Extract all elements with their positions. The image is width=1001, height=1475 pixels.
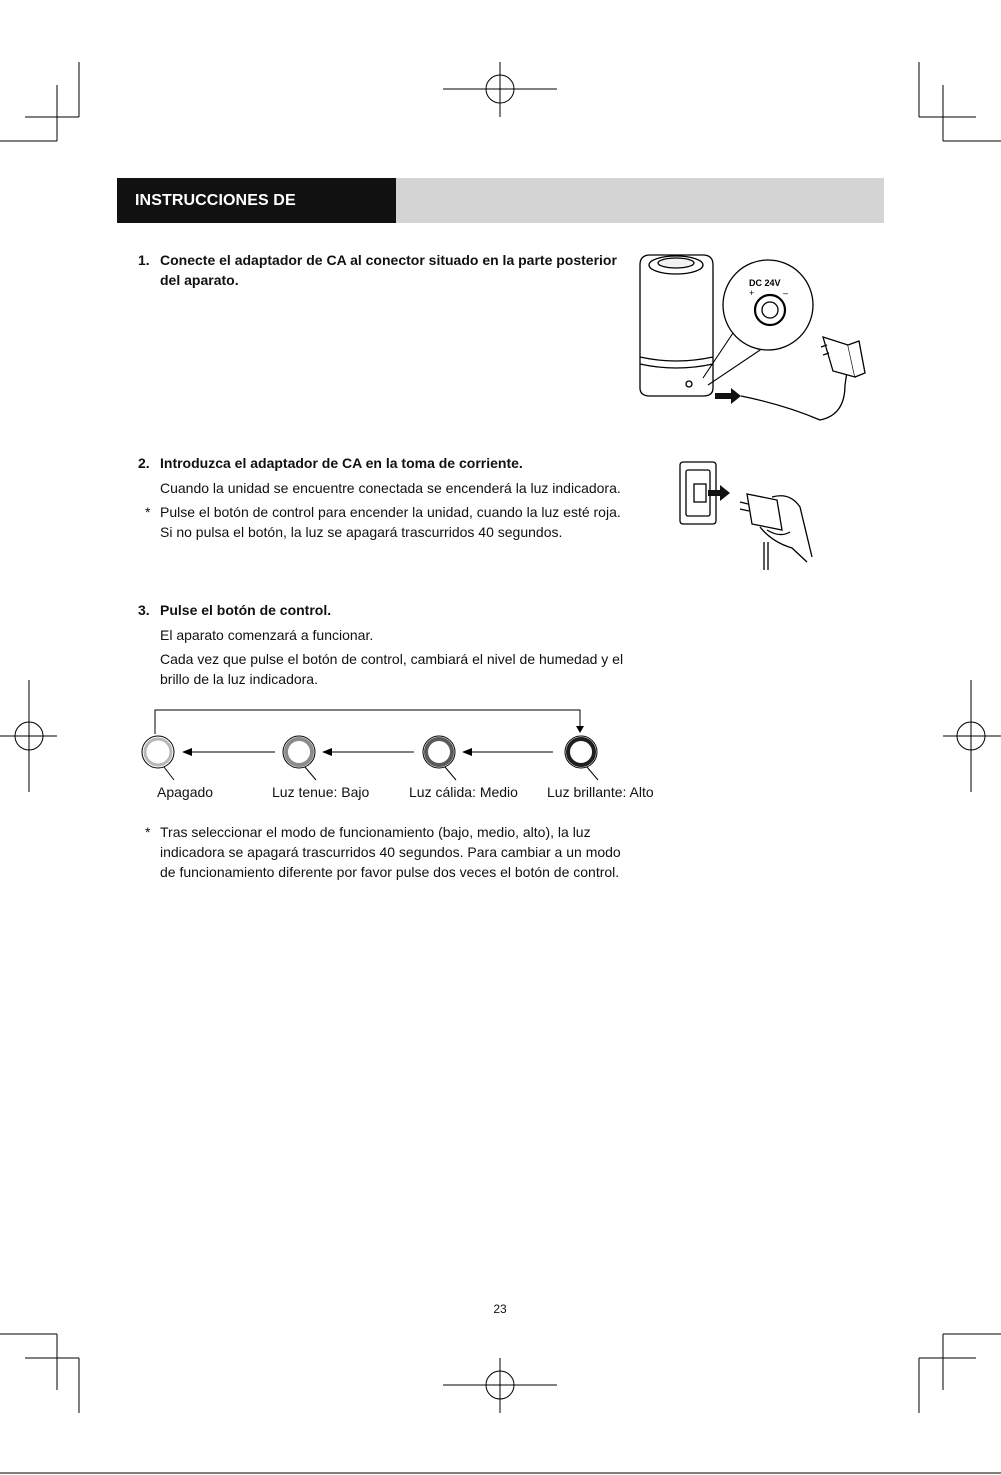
page-number: 23 xyxy=(493,1302,507,1316)
registration-mark-left xyxy=(0,680,57,792)
registration-mark-right xyxy=(943,680,1001,792)
polarity-plus: + xyxy=(749,288,755,298)
polarity-minus: – xyxy=(783,288,789,298)
step-3-note-mark: * xyxy=(145,824,151,840)
step-3-text: El aparato comenzará a funcionar. xyxy=(160,627,374,643)
step-2-number: 2. xyxy=(138,455,150,471)
level-label-high: Luz brillante: Alto xyxy=(547,784,654,800)
insert-arrow-icon xyxy=(715,388,741,404)
registration-mark-bottom xyxy=(443,1358,557,1413)
step-2-note: Pulse el botón de control para encender la unidad, cuando la luz esté roja. Si no pulsa el botón, la luz se apagará trascurridos 40 segundos. xyxy=(160,504,621,540)
step-3-number: 3. xyxy=(138,602,150,618)
step-2-title: Introduzca el adaptador de CA en la toma de corriente. xyxy=(160,455,523,471)
step-1-title: Conecte el adaptador de CA al conector situado en la parte posterior del aparato. xyxy=(160,252,617,288)
step-1-number: 1. xyxy=(138,252,150,268)
level-label-medium: Luz cálida: Medio xyxy=(409,784,518,800)
arrow-left-icon xyxy=(462,748,472,756)
arrow-left-icon xyxy=(322,748,332,756)
step-2-text: Cuando la unidad se encuentre conectada se encenderá la luz indicadora. xyxy=(160,480,621,496)
step-2-note-mark: * xyxy=(145,504,151,520)
step-3-note: Tras seleccionar el modo de funcionamiento (bajo, medio, alto), la luz indicadora se apagará trascurridos 40 segundos. Para cambiar a un modo de funcionamiento diferente por favor pulse dos veces el botón de control. xyxy=(160,824,621,880)
step-3-text-2: Cada vez que pulse el botón de control, cambiará el nivel de humedad y el brillo de la luz indicadora. xyxy=(160,651,624,687)
level-low-ring xyxy=(283,736,316,780)
arrow-left-icon xyxy=(182,748,192,756)
level-high-ring xyxy=(565,736,598,780)
registration-mark-top xyxy=(443,62,557,117)
light-level-cycle-diagram xyxy=(130,700,650,782)
adapter-connection-illustration xyxy=(615,245,885,430)
level-off-ring xyxy=(142,736,174,780)
section-title: INSTRUCCIONES DE UTILIZACIÓN xyxy=(117,178,396,223)
ac-adapter xyxy=(823,337,855,377)
step-3-title: Pulse el botón de control. xyxy=(160,602,332,618)
level-label-off: Apagado xyxy=(157,784,214,800)
dc-label: DC 24V xyxy=(749,278,781,288)
level-label-low: Luz tenue: Bajo xyxy=(272,784,370,800)
cycle-return-arrow-icon xyxy=(576,726,584,733)
level-medium-ring xyxy=(423,736,456,780)
wall-outlet-illustration xyxy=(672,452,822,577)
